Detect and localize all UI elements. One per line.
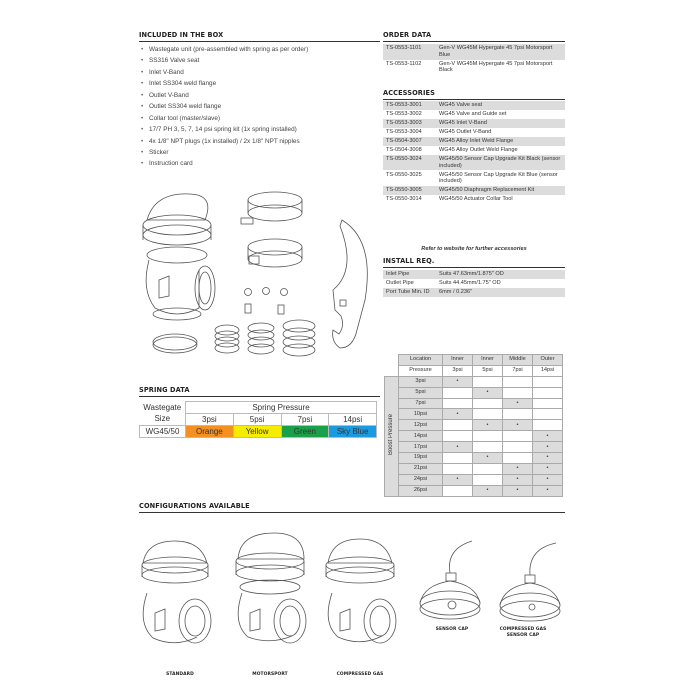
pressure-cell: 7psi [503, 365, 533, 376]
part-description: Gen-V WG45M Hypergate 45 7psi Motorsport Black [439, 60, 553, 74]
vband-clamps-drawing [241, 192, 302, 267]
boost-value: 3psi [399, 376, 443, 387]
included-item: • Outlet SS304 weld flange [141, 101, 308, 112]
wastegate-size-header: Wastegate Size [143, 403, 182, 424]
empty-cell [473, 442, 503, 453]
boost-value: 5psi [399, 387, 443, 398]
spring-pressure-header: Spring Pressure [186, 402, 377, 414]
boost-row [385, 376, 563, 387]
boost-row [385, 409, 563, 420]
table-row [383, 279, 565, 288]
sensor-cap-drawing [420, 541, 480, 619]
included-item: • Outlet V-Band [141, 90, 308, 101]
spring-color: Orange [186, 426, 234, 438]
part-description: WG45/50 Sensor Cap Upgrade Kit Blue (sensor included) [439, 171, 558, 185]
empty-cell [443, 398, 473, 409]
pressure-cell: 5psi [473, 365, 503, 376]
boost-row [385, 442, 563, 453]
boost-value: 14psi [399, 431, 443, 442]
boost-row [385, 474, 563, 485]
table-row [383, 195, 565, 204]
install-label: Inlet Pipe [383, 270, 436, 279]
boost-row [385, 453, 563, 464]
spring-dot-cell: • [533, 485, 563, 496]
spring-dot-cell: • [503, 463, 533, 474]
spring-pressure: 7psi [281, 414, 329, 426]
empty-cell [533, 376, 563, 387]
boost-row [385, 463, 563, 474]
spring-dot-cell: • [503, 474, 533, 485]
spring-dot-cell: • [473, 387, 503, 398]
part-code: TS-0553-3002 [386, 111, 422, 118]
boost-row [385, 420, 563, 431]
included-list [141, 44, 308, 170]
install-value: Suits 47.63mm/1.875" OD [436, 270, 565, 279]
springs-drawing [215, 320, 315, 356]
part-description: WG45 Alloy Inlet Weld Flange [436, 137, 565, 146]
order-table [383, 44, 565, 75]
install-label: Outlet Pipe [386, 280, 414, 287]
location-cell: Middle [503, 355, 533, 366]
part-code: TS-0553-3004 [386, 129, 422, 136]
part-code: TS-0553-1101 [383, 44, 436, 60]
spring-pressure: 5psi [233, 414, 281, 426]
spring-dot-cell: • [503, 398, 533, 409]
npt-plugs-drawing [245, 288, 288, 315]
boost-value: 26psi [399, 485, 443, 496]
pressure-label: Pressure [399, 365, 443, 376]
empty-cell [473, 431, 503, 442]
caption-standard: STANDARD [166, 672, 194, 677]
flange-ring-drawing [153, 334, 197, 353]
spring-dot-cell: • [533, 453, 563, 464]
blank-cell [385, 365, 399, 376]
part-code: TS-0504-3008 [386, 147, 422, 154]
empty-cell [473, 463, 503, 474]
spring-color: Green [281, 426, 329, 438]
caption-sensor-cap: SENSOR CAP [435, 627, 469, 632]
included-title: INCLUDED IN THE BOX [139, 31, 380, 42]
empty-cell [443, 485, 473, 496]
install-value: 6mm / 0.236" [436, 288, 565, 297]
collar-tool-drawing [333, 220, 368, 348]
boost-value: 7psi [399, 398, 443, 409]
parts-illustration [135, 180, 380, 360]
part-description: WG45 Inlet V-Band [436, 119, 565, 128]
boost-row [385, 398, 563, 409]
empty-cell [503, 387, 533, 398]
included-item: • Collar tool (master/slave) [141, 113, 308, 124]
boost-value: 12psi [399, 420, 443, 431]
empty-cell [503, 409, 533, 420]
part-description: Gen-V WG45M Hypergate 45 7psi Motorsport Blue [436, 44, 565, 60]
motorsport-wastegate-drawing [236, 533, 306, 643]
boost-side-text: Boost Pressure [388, 413, 394, 455]
table-row [383, 270, 565, 279]
blank-cell [385, 355, 399, 366]
spring-dot-cell: • [503, 485, 533, 496]
part-description: WG45/50 Actuator Collar Tool [439, 196, 513, 203]
spring-pressure: 3psi [186, 414, 234, 426]
location-label: Location [399, 355, 443, 366]
table-row [383, 128, 565, 137]
empty-cell [443, 463, 473, 474]
part-code: TS-0553-3001 [383, 101, 436, 110]
spring-dot-cell: • [473, 420, 503, 431]
compressed-gas-wastegate-drawing [326, 539, 396, 643]
empty-cell [473, 409, 503, 420]
spring-color: Sky Blue [329, 426, 377, 438]
part-description: WG45 Outlet V-Band [439, 129, 492, 136]
caption-motorsport: MOTORSPORT [252, 672, 288, 677]
accessories-title: ACCESSORIES [383, 89, 565, 100]
empty-cell [503, 442, 533, 453]
caption-compressed-gas-sensor-cap: COMPRESSED GAS SENSOR CAP [499, 627, 547, 638]
empty-cell [473, 474, 503, 485]
table-row [383, 137, 565, 146]
part-description: WG45/50 Diaphragm Replacement Kit [436, 186, 565, 195]
boost-pressure-row [385, 365, 563, 376]
part-code: TS-0553-3003 [383, 119, 436, 128]
spring-dot-cell: • [533, 474, 563, 485]
part-description: WG45 Valve seat [436, 101, 565, 110]
included-item: • 4x 1/8" NPT plugs (1x installed) / 2x 1/8" NPT nipples [141, 136, 308, 147]
spring-dot-cell: • [443, 474, 473, 485]
spring-dot-cell: • [503, 420, 533, 431]
part-code: TS-0550-3025 [386, 171, 422, 178]
table-row [383, 110, 565, 119]
boost-value: 21psi [399, 463, 443, 474]
empty-cell [503, 431, 533, 442]
spring-dot-cell: • [443, 442, 473, 453]
included-item: • Instruction card [141, 158, 308, 169]
wastegate-model: WG45/50 [140, 426, 186, 438]
table-row [383, 44, 565, 60]
boost-row [385, 485, 563, 496]
install-title: INSTALL REQ. [383, 257, 565, 268]
spring-dot-cell: • [533, 463, 563, 474]
part-code: TS-0504-3007 [383, 137, 436, 146]
empty-cell [533, 387, 563, 398]
boost-table [384, 354, 563, 497]
part-description: WG45 Valve and Guide set [439, 111, 507, 118]
caption-compressed-gas: COMPRESSED GAS [336, 672, 384, 677]
part-code: TS-0550-3024 [383, 155, 436, 171]
boost-location-row [385, 355, 563, 366]
spring-dot-cell: • [443, 409, 473, 420]
boost-value: 19psi [399, 453, 443, 464]
table-row [383, 60, 565, 76]
empty-cell [443, 453, 473, 464]
spring-dot-cell: • [443, 376, 473, 387]
spring-dot-cell: • [473, 453, 503, 464]
boost-row [385, 431, 563, 442]
part-description: WG45/50 Sensor Cap Upgrade Kit Black (sensor included) [436, 155, 565, 171]
empty-cell [533, 420, 563, 431]
table-row [383, 155, 565, 171]
install-value: Suits 44.45mm/1.75" OD [439, 280, 501, 287]
empty-cell [473, 376, 503, 387]
spring-color: Yellow [233, 426, 281, 438]
order-title: ORDER DATA [383, 31, 565, 42]
included-item: • SS316 Valve seat [141, 55, 308, 66]
accessories-table [383, 101, 565, 204]
part-code: TS-0550-3014 [386, 196, 422, 203]
included-item: • Inlet V-Band [141, 67, 308, 78]
standard-wastegate-drawing [142, 541, 211, 643]
table-row [383, 101, 565, 110]
spring-dot-cell: • [533, 431, 563, 442]
included-item: • Wastegate unit (pre-assembled with spring as per order) [141, 44, 308, 55]
empty-cell [443, 420, 473, 431]
empty-cell [533, 398, 563, 409]
pressure-cell: 14psi [533, 365, 563, 376]
spring-dot-cell: • [533, 442, 563, 453]
configurations-title: CONFIGURATIONS AVAILABLE [139, 502, 565, 513]
spring-pressure: 14psi [329, 414, 377, 426]
accessories-note: Refer to website for further accessories [421, 246, 527, 252]
boost-value: 10psi [399, 409, 443, 420]
empty-cell [443, 387, 473, 398]
table-row [383, 170, 565, 186]
table-row [383, 119, 565, 128]
empty-cell [443, 431, 473, 442]
empty-cell [533, 409, 563, 420]
wastegate-drawing [143, 194, 215, 320]
spring-title: SPRING DATA [139, 386, 380, 397]
table-row [383, 288, 565, 297]
spring-table [139, 401, 377, 438]
included-item: • Sticker [141, 147, 308, 158]
empty-cell [503, 376, 533, 387]
part-code: TS-0553-1102 [386, 60, 422, 67]
table-row [383, 186, 565, 195]
spring-dot-cell: • [473, 485, 503, 496]
pressure-cell: 3psi [443, 365, 473, 376]
part-code: TS-0550-3005 [383, 186, 436, 195]
included-item: • Inlet SS304 weld flange [141, 78, 308, 89]
part-description: WG45 Alloy Outlet Weld Flange [439, 147, 518, 154]
empty-cell [503, 453, 533, 464]
boost-side-label [385, 376, 399, 496]
table-row [383, 146, 565, 155]
install-label: Port Tube Min. ID [383, 288, 436, 297]
boost-value: 24psi [399, 474, 443, 485]
location-cell: Outer [533, 355, 563, 366]
location-cell: Inner [473, 355, 503, 366]
included-item: • 17/7 PH 3, 5, 7, 14 psi spring kit (1x spring installed) [141, 124, 308, 135]
boost-row [385, 387, 563, 398]
boost-value: 17psi [399, 442, 443, 453]
compressed-gas-sensor-cap-drawing [500, 543, 560, 621]
empty-cell [473, 398, 503, 409]
location-cell: Inner [443, 355, 473, 366]
install-table [383, 270, 565, 297]
